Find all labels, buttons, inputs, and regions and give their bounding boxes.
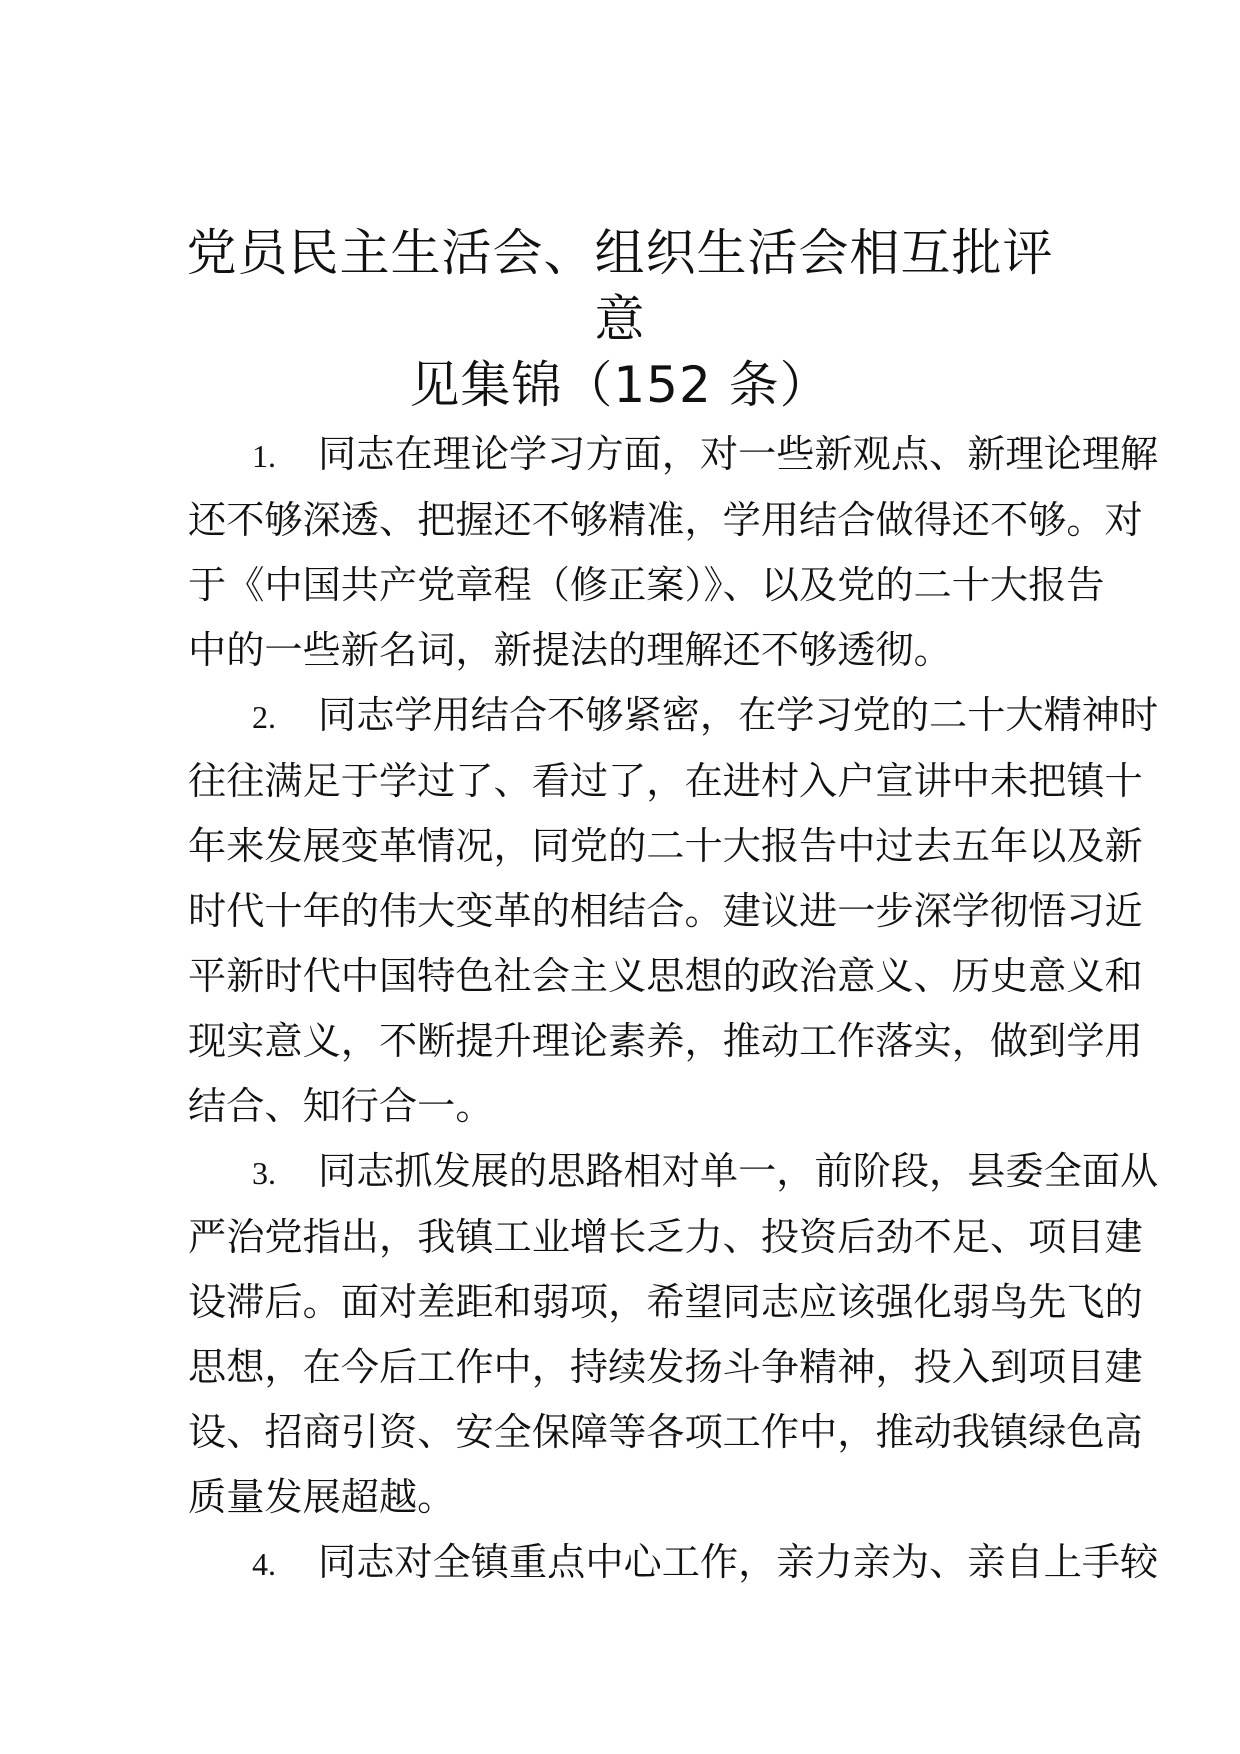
title-line-2: 见集锦（152 条） bbox=[409, 356, 831, 414]
list-item-line: 设滞后。面对差距和弱项，希望同志应该强化弱鸟先飞的 bbox=[188, 1281, 1143, 1325]
list-item-line: 于《中国共产党章程（修正案）》、以及党的二十大报告 bbox=[188, 564, 1105, 608]
list-item-line: 结合、知行合一。 bbox=[188, 1085, 494, 1129]
list-item bbox=[188, 1140, 1159, 1531]
list-item-line: 平新时代中国特色社会主义思想的政治意义、历史意义和 bbox=[188, 955, 1143, 999]
list-item-line: 还不够深透、把握还不够精准，学用结合做得还不够。对 bbox=[188, 499, 1143, 543]
list-item-line bbox=[188, 684, 1159, 750]
list-item-line: 时代十年的伟大变革的相结合。建议进一步深学彻悟习近 bbox=[188, 890, 1143, 934]
list-item-number: 4. bbox=[252, 1546, 276, 1582]
list-item-line: 现实意义，不断提升理论素养，推动工作落实，做到学用 bbox=[188, 1020, 1143, 1064]
list-item-text: 同志在理论学习方面，对一些新观点、新理论理解 bbox=[318, 433, 1159, 477]
list-item-line: 质量发展超越。 bbox=[188, 1476, 456, 1520]
list-item-line: 往往满足于学过了、看过了，在进村入户宣讲中未把镇十 bbox=[188, 760, 1143, 804]
list-item-number: 1. bbox=[252, 438, 276, 474]
list-item-number: 2. bbox=[252, 699, 276, 735]
list-item-line bbox=[188, 423, 1159, 489]
list-item-line: 年来发展变革情况，同党的二十大报告中过去五年以及新 bbox=[188, 825, 1143, 869]
document-body bbox=[188, 423, 1159, 1597]
list-item-line: 设、招商引资、安全保障等各项工作中，推动我镇绿色高 bbox=[188, 1411, 1143, 1455]
list-item-text: 同志对全镇重点中心工作，亲力亲为、亲自上手较 bbox=[318, 1541, 1159, 1585]
list-item-line bbox=[188, 1531, 1159, 1597]
list-item-line: 思想，在今后工作中，持续发扬斗争精神，投入到项目建 bbox=[188, 1346, 1143, 1390]
list-item bbox=[188, 684, 1159, 1140]
list-item-line bbox=[188, 1140, 1159, 1206]
list-item bbox=[188, 423, 1159, 684]
list-item-text: 同志抓发展的思路相对单一，前阶段，县委全面从 bbox=[318, 1150, 1159, 1194]
list-item-text: 同志学用结合不够紧密，在学习党的二十大精神时 bbox=[318, 694, 1159, 738]
list-item-number: 3. bbox=[252, 1155, 276, 1191]
list-item-line: 中的一些新名词，新提法的理解还不够透彻。 bbox=[188, 629, 952, 673]
list-item-line: 严治党指出，我镇工业增长乏力、投资后劲不足、项目建 bbox=[188, 1216, 1143, 1260]
title-line-1: 党员民主生活会、组织生活会相互批评意 bbox=[186, 224, 1054, 348]
document-title bbox=[180, 220, 1060, 418]
list-item bbox=[188, 1531, 1159, 1597]
